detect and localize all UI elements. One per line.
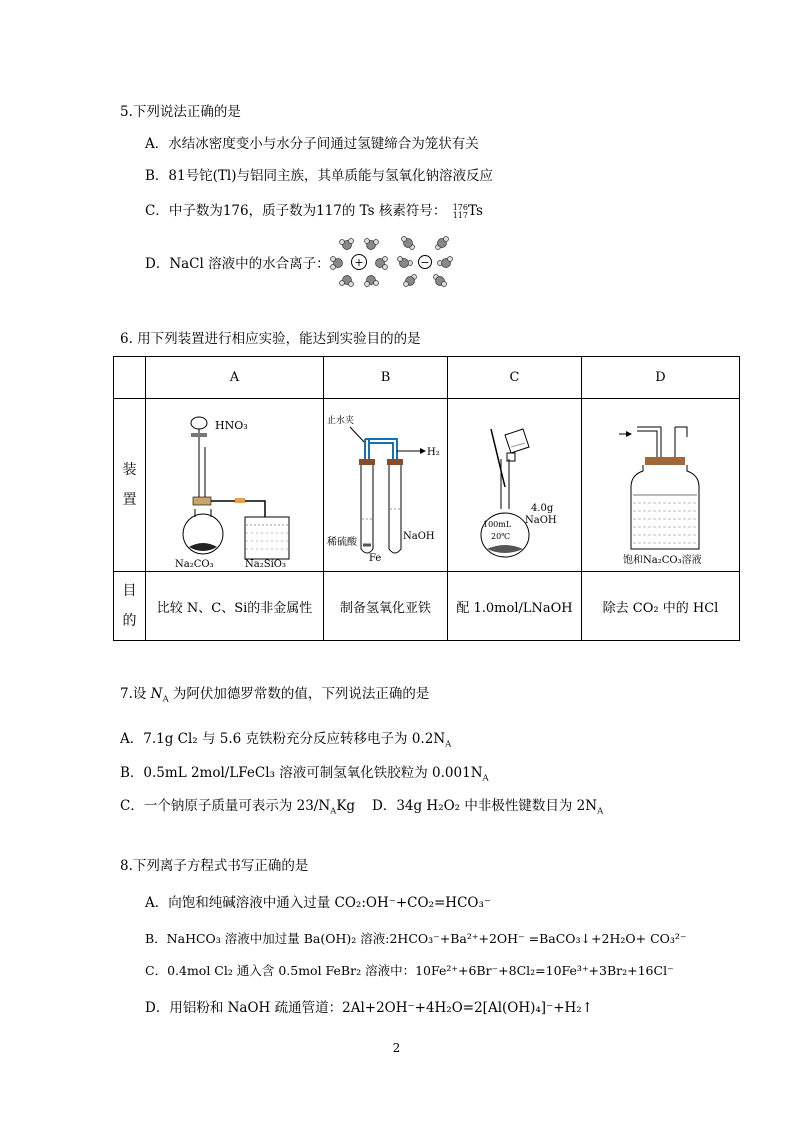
apparatus-a-cell bbox=[146, 399, 324, 572]
q8-option-c: C．0.4mol Cl₂ 通入含 0.5mol FeBr₂ 溶液中：10Fe²⁺+6Br⁻+8Cl₂=10Fe³⁺+3Br₂+16Cl⁻ bbox=[145, 963, 674, 978]
q7-option-d bbox=[372, 797, 603, 821]
label-sulfuric: 稀硫酸 bbox=[326, 537, 357, 548]
purpose-d: 除去 CO₂ 中的 HCl bbox=[582, 572, 740, 641]
q5-option-c bbox=[145, 202, 483, 220]
label-volume: 100mL bbox=[482, 520, 511, 529]
q8-stem: 8.下列离子方程式书写正确的是 bbox=[120, 858, 309, 874]
hydrated-ions-figure bbox=[328, 235, 456, 287]
label-na2co3-solution: 饱和Na₂CO₃溶液 bbox=[622, 555, 702, 566]
q5-option-a: A．水结冰密度变小与水分子间通过氢键缔合为笼状有关 bbox=[145, 136, 479, 152]
q7-option-c-text: C．一个钠原子质量可表示为 23/N bbox=[120, 798, 331, 814]
page-number: 2 bbox=[392, 1041, 401, 1055]
q6-stem: 6. 用下列装置进行相应实验，能达到实验目的的是 bbox=[120, 331, 421, 347]
label-naoh-c: NaOH bbox=[524, 515, 557, 526]
q7-stem-post: 为阿伏加德罗常数的值，下列说法正确的是 bbox=[168, 686, 430, 702]
label-na2co3: Na₂CO₃ bbox=[174, 559, 214, 567]
q5-stem: 5.下列说法正确的是 bbox=[120, 104, 241, 120]
apparatus-c-figure bbox=[449, 399, 581, 567]
svg-text:−: − bbox=[420, 256, 430, 269]
nuclide-numbers bbox=[453, 204, 468, 220]
label-temp: 20℃ bbox=[490, 532, 510, 541]
q8-option-a: A．向饱和纯碱溶液中通入过量 CO₂:OH⁻+CO₂=HCO₃⁻ bbox=[145, 895, 492, 911]
label-na2sio3: Na₂SiO₃ bbox=[244, 559, 286, 567]
apparatus-table bbox=[113, 356, 740, 641]
q7-option-d-sub: A bbox=[597, 806, 604, 817]
q7-option-c-sub: A bbox=[330, 806, 337, 817]
atomic-number: 117 bbox=[452, 210, 468, 220]
header-empty-cell bbox=[114, 357, 146, 399]
label-clip: 止水夹 bbox=[326, 416, 354, 426]
q7-option-a bbox=[120, 730, 451, 754]
col-header-c: C bbox=[448, 357, 582, 399]
q7-option-c bbox=[120, 797, 355, 821]
q7-stem bbox=[120, 685, 429, 709]
label-naoh: NaOH bbox=[402, 531, 435, 542]
anion-cluster bbox=[398, 237, 453, 287]
label-fe: Fe bbox=[368, 553, 381, 564]
q8-option-b: B．NaHCO₃ 溶液中加过量 Ba(OH)₂ 溶液:2HCO₃⁻+Ba²⁺+2OH⁻ =BaCO₃↓+2H₂O+ CO₃²⁻ bbox=[145, 931, 687, 946]
label-hno3: HNO₃ bbox=[214, 419, 248, 432]
row-label-purpose bbox=[114, 572, 146, 641]
q5-option-d: D．NaCl 溶液中的水合离子： bbox=[145, 256, 330, 272]
q7-stem-pre: 7.设 bbox=[120, 686, 151, 702]
q5-option-b: B．81号铊(Tl)与铝同主族，其单质能与氢氧化钠溶液反应 bbox=[145, 168, 493, 184]
col-header-a: A bbox=[146, 357, 324, 399]
label-mass: 4.0g bbox=[530, 503, 553, 514]
q5-option-c-text: C．中子数为176，质子数为117的 Ts 核素符号： bbox=[145, 203, 447, 219]
row-label-purpose-1: 目 bbox=[122, 583, 137, 599]
apparatus-b-figure bbox=[325, 399, 447, 567]
q7-option-b-sub: A bbox=[482, 773, 489, 784]
nuclide-symbol: Ts bbox=[467, 203, 483, 219]
cation-cluster bbox=[331, 239, 388, 287]
q8-option-d: D．用铝粉和 NaOH 疏通管道：2Al+2OH⁻+4H₂O=2[Al(OH)₄]⁻+H₂↑ bbox=[145, 1000, 594, 1016]
row-label-device-2: 置 bbox=[122, 492, 137, 508]
apparatus-d-figure bbox=[583, 399, 739, 567]
q7-option-b-text: B．0.5mL 2mol/LFeCl₃ 溶液可制氢氧化铁胶粒为 0.001N bbox=[120, 765, 483, 781]
avogadro-subscript: A bbox=[162, 694, 169, 705]
mass-number: 176 bbox=[452, 202, 468, 212]
avogadro-symbol: N bbox=[150, 686, 163, 702]
apparatus-a-figure bbox=[147, 399, 323, 567]
purpose-a: 比较 N、C、Si的非金属性 bbox=[146, 572, 324, 641]
q7-option-b bbox=[120, 764, 489, 788]
purpose-b: 制备氢氧化亚铁 bbox=[324, 572, 448, 641]
svg-text:+: + bbox=[354, 256, 364, 269]
apparatus-c-cell bbox=[448, 399, 582, 572]
q7-option-a-text: A．7.1g Cl₂ 与 5.6 克铁粉充分反应转移电子为 0.2N bbox=[120, 731, 446, 747]
label-h2: H₂ bbox=[426, 447, 440, 458]
row-label-purpose-2: 的 bbox=[122, 613, 137, 629]
col-header-d: D bbox=[582, 357, 740, 399]
row-label-device-1: 装 bbox=[122, 462, 137, 478]
apparatus-b-cell bbox=[324, 399, 448, 572]
apparatus-d-cell bbox=[582, 399, 740, 572]
q7-option-d-text: D．34g H₂O₂ 中非极性键数目为 2N bbox=[372, 798, 598, 814]
q7-option-c-tail: Kg bbox=[336, 798, 356, 814]
row-label-device bbox=[114, 399, 146, 572]
col-header-b: B bbox=[324, 357, 448, 399]
purpose-c: 配 1.0mol/LNaOH bbox=[448, 572, 582, 641]
q7-option-a-sub: A bbox=[445, 739, 452, 750]
